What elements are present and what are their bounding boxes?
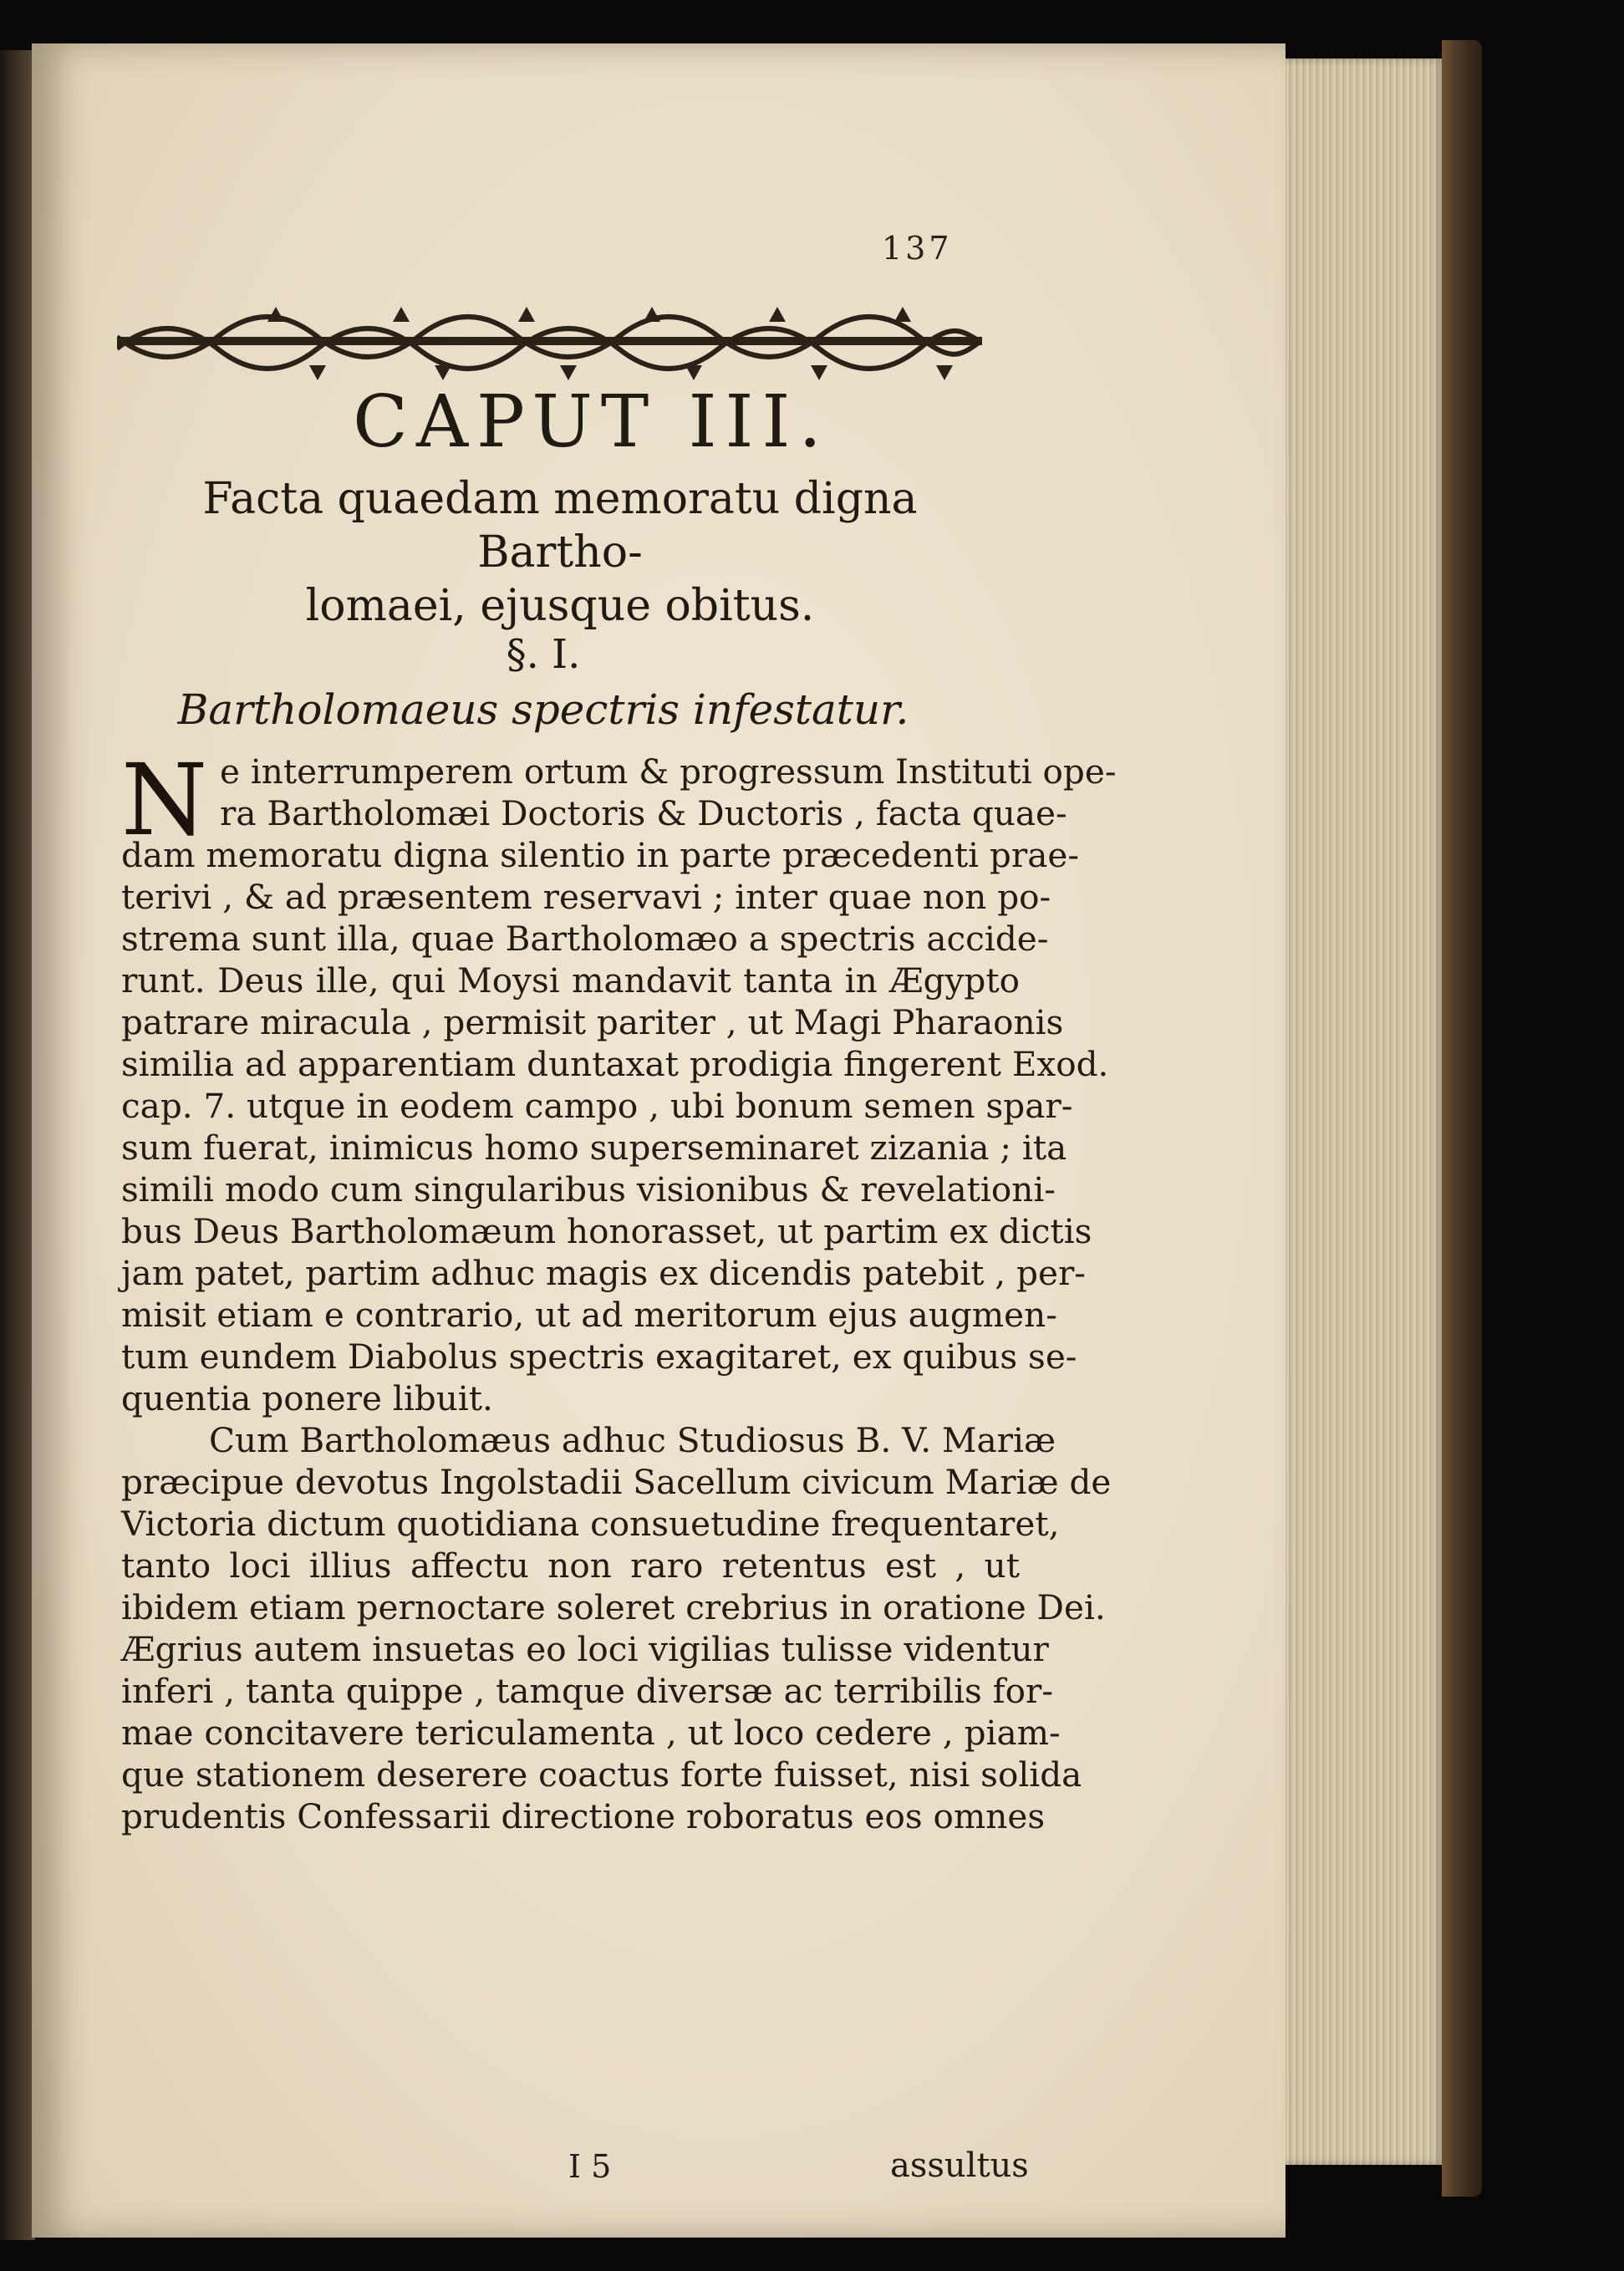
section-heading: Bartholomaeus spectris infestatur. (177, 685, 909, 734)
ornamental-band (117, 297, 982, 389)
subtitle-line: Facta quaedam memoratu digna Bartho- (202, 474, 918, 578)
signature-mark: I 5 (568, 2148, 612, 2185)
text-line: prudentis Confessarii directione roboratus eos omnes (121, 1796, 1046, 1836)
text-line: quentia ponere libuit. (121, 1378, 493, 1418)
page-number: 137 (882, 230, 953, 267)
page-stack-edge (1285, 59, 1444, 2165)
text-line: ra Bartholomæi Doctoris & Ductoris , facta quae- (220, 793, 1067, 833)
chapter-title: CAPUT III. (353, 380, 830, 464)
text-line: præcipue devotus Ingolstadii Sacellum civicum Mariæ de (121, 1462, 1112, 1502)
text-line: Victoria dictum quotidiana consuetudine frequentaret, (121, 1504, 1060, 1544)
text-line: terivi , & ad præsentem reservavi ; inter quae non po- (121, 877, 1051, 917)
text-line: similia ad apparentiam duntaxat prodigia fingerent Exod. (121, 1044, 1109, 1084)
catchword: assultus (890, 2146, 1029, 2185)
text-line: Cum Bartholomæus adhuc Studiosus B. V. Mariæ (209, 1420, 1056, 1460)
text-line: ibidem etiam pernoctare soleret crebrius in oratione Dei. (121, 1587, 1106, 1627)
text-line: simili modo cum singularibus visionibus & revelationi- (121, 1169, 1056, 1209)
text-line: jam patet, partim adhuc magis ex dicendis patebit , per- (121, 1253, 1086, 1293)
text-line: e interrumperem ortum & progressum Instituti ope- (220, 751, 1117, 792)
text-line: tanto loci illius affectu non raro retentus est , ut (121, 1545, 1020, 1586)
subtitle-line: lomaei, ejusque obitus. (305, 581, 815, 631)
book-cover-edge (1442, 40, 1482, 2197)
drop-cap: N (121, 742, 208, 858)
left-page-edge (0, 50, 35, 2240)
text-line: bus Deus Bartholomæum honorasset, ut partim ex dictis (121, 1211, 1092, 1251)
text-line: sum fuerat, inimicus homo superseminaret zizania ; ita (121, 1128, 1067, 1168)
text-line: Ægrius autem insuetas eo loci vigilias tulisse videntur (121, 1629, 1049, 1669)
text-line: tum eundem Diabolus spectris exagitaret, ex quibus se- (121, 1337, 1077, 1377)
text-line: cap. 7. utque in eodem campo , ubi bonum semen spar- (121, 1086, 1073, 1126)
text-line: inferi , tanta quippe , tamque diversæ ac terribilis for- (121, 1671, 1054, 1711)
text-line: que stationem deserere coactus forte fuisset, nisi solida (121, 1754, 1082, 1795)
text-line: runt. Deus ille, qui Moysi mandavit tanta in Ægypto (121, 960, 1020, 1001)
text-line: patrare miracula , permisit pariter , ut Magi Pharaonis (121, 1002, 1064, 1042)
text-line: strema sunt illa, quae Bartholomæo a spectris accide- (121, 919, 1049, 959)
text-line: dam memoratu digna silentio in parte præcedenti prae- (121, 835, 1080, 875)
section-mark: §. I. (506, 631, 581, 678)
body-text (121, 742, 1117, 1837)
text-line: misit etiam e contrario, ut ad meritorum ejus augmen- (121, 1295, 1057, 1335)
chapter-subtitle (117, 472, 1003, 633)
text-line: mae concitavere tericulamenta , ut loco cedere , piam- (121, 1713, 1061, 1753)
